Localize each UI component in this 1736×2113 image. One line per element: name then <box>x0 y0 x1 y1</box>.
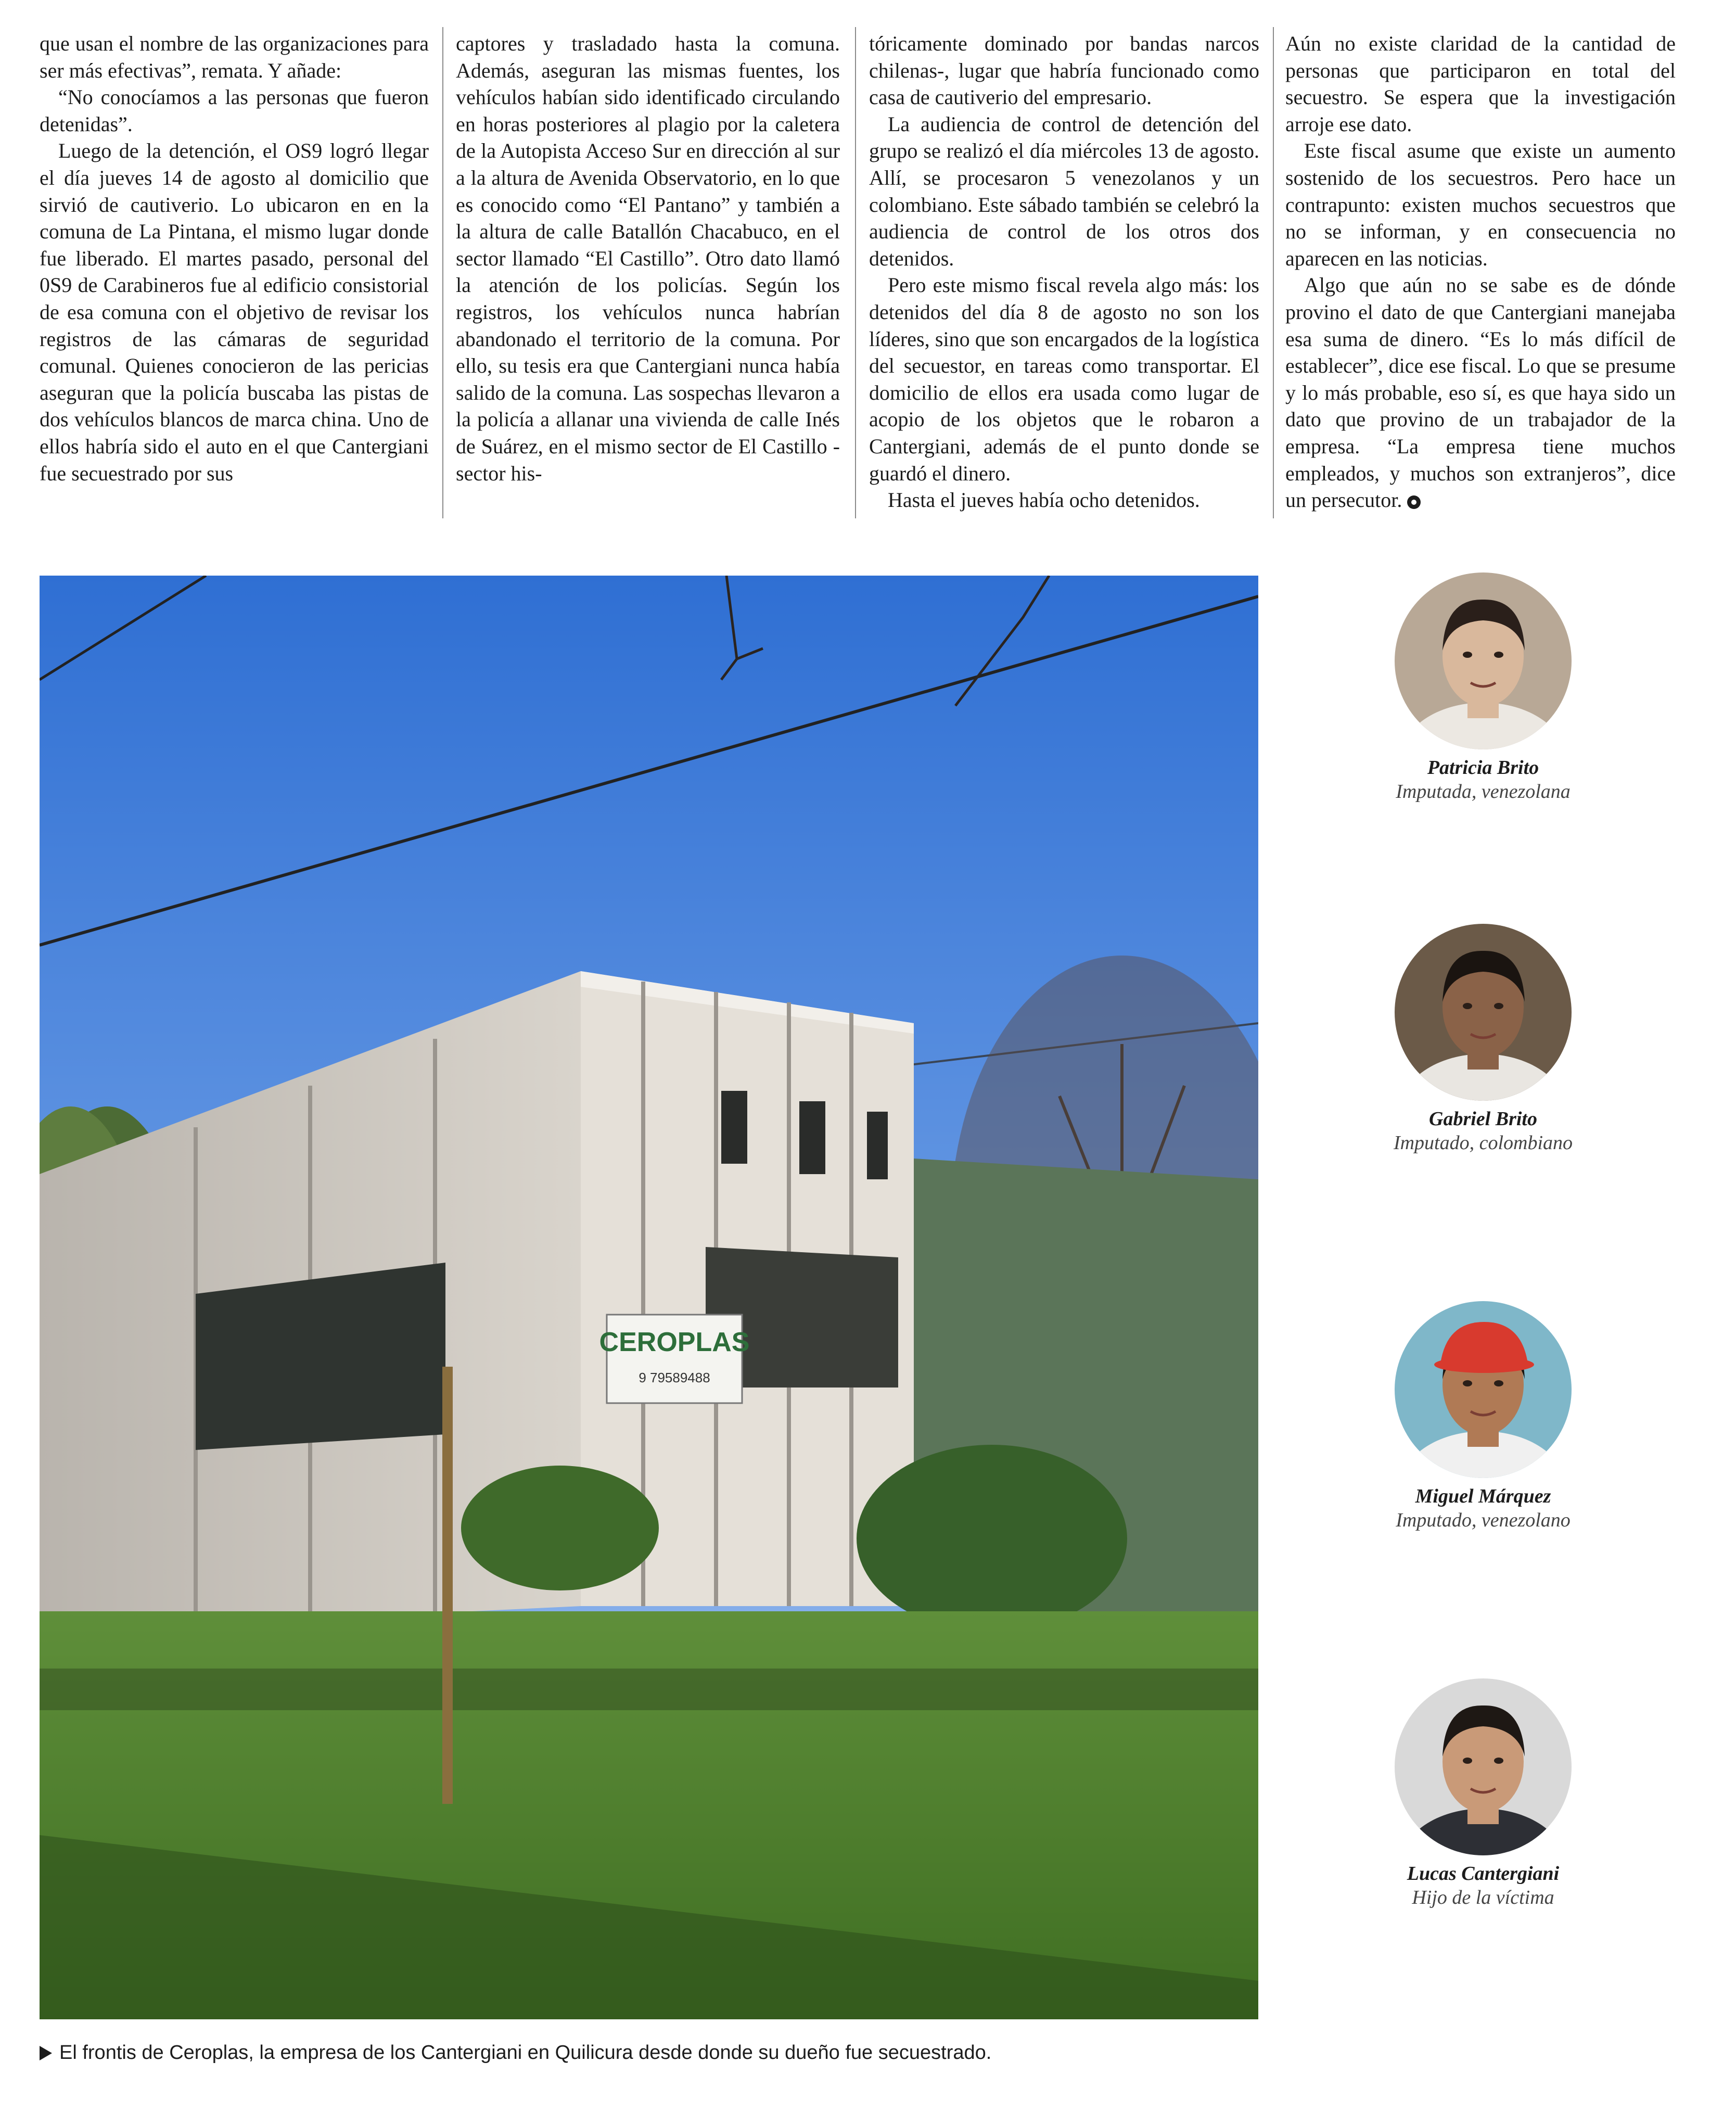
article-paragraph <box>1285 137 1676 272</box>
ceroplas-sign-phone: 9 79589488 <box>639 1370 710 1385</box>
article-paragraph <box>869 111 1259 272</box>
person-role: Imputada, venezolana <box>1396 781 1571 803</box>
article-paragraph <box>1285 30 1676 137</box>
column-divider <box>1273 27 1274 518</box>
article-paragraph <box>869 272 1259 487</box>
avatar <box>1395 1678 1572 1855</box>
article-paragraph <box>1285 272 1676 513</box>
caption-text: El frontis de Ceroplas, la empresa de los Cantergiani en Quilicura desde donde su dueño fue secuestrado. <box>59 2042 992 2064</box>
portrait-gabriel-brito <box>1353 924 1613 1155</box>
avatar <box>1395 924 1572 1101</box>
ceroplas-sign-text: CEROPLAS <box>599 1327 750 1357</box>
paragraph-text: Hasta el jueves había ocho detenidos. <box>888 488 1200 512</box>
person-role: Hijo de la víctima <box>1412 1887 1554 1908</box>
ceroplas-building-photo <box>40 576 1258 2019</box>
paragraph-text: Algo que aún no se sabe es de dónde provino el dato de que Cantergiani manejaba esa suma de dinero. “Es lo más difícil de establecer”, dice ese fiscal. Lo que se presume y lo más probable, eso sí, es que haya sido un dato que provino de un trabajador de la empresa. “La empresa tiene muchos empleados, y muchos son extranjeros”, dice un persecutor. <box>1285 273 1676 512</box>
article-paragraph <box>456 30 840 487</box>
paragraph-text: Luego de la detención, el OS9 logró llegar el día jueves 14 de agosto al domicilio que sirvió de cautiverio. Lo ubicaron en en la comuna de La Pintana, el mismo lugar donde fue liberado. El martes pasado, personal del 0S9 de Carabineros fue al edificio consistorial de esa comuna con el objetivo de revisar los registros de las cámaras de seguridad comunal. Quienes conocieron de las pericias aseguran que la policía buscaba las pistas de dos vehículos blancos de marca china. Uno de ellos habría sido el auto en el que Cantergiani fue secuestrado por sus <box>40 139 429 485</box>
article-paragraph <box>40 84 429 137</box>
article-column-3 <box>869 30 1259 514</box>
person-name: Miguel Márquez <box>1415 1485 1551 1507</box>
article-column-4 <box>1285 30 1676 514</box>
avatar <box>1395 572 1572 749</box>
portrait-patricia-brito <box>1353 572 1613 804</box>
person-role: Imputado, venezolano <box>1396 1509 1571 1531</box>
avatar <box>1395 1301 1572 1478</box>
portrait-miguel-marquez <box>1353 1301 1613 1532</box>
article-column-2 <box>456 30 840 514</box>
paragraph-text: “No conocíamos a las personas que fueron detenidas”. <box>40 85 429 136</box>
person-name: Gabriel Brito <box>1429 1108 1537 1130</box>
photo-caption <box>40 2040 1288 2065</box>
paragraph-text: que usan el nombre de las organizaciones para ser más efectivas”, remata. Y añade: <box>40 32 429 82</box>
article-paragraph <box>40 30 429 84</box>
paragraph-text: La audiencia de control de detención del grupo se realizó el día miércoles 13 de agosto. Allí, se procesaron 5 venezolanos y un colombiano. Este sábado también se celebró la audiencia de control de los otros dos detenidos. <box>869 112 1259 270</box>
person-role: Imputado, colombiano <box>1393 1132 1573 1154</box>
paragraph-text: Pero este mismo fiscal revela algo más: los detenidos del día 8 de agosto no son los líderes, sino que son encargados de la logística del secuestor, en tareas como transportar. El domicilio de ellos era usada como lugar de acopio de los objetos que le robaron a Cantergiani, además de el punto donde se guardó el dinero. <box>869 273 1259 485</box>
article-paragraph <box>869 487 1259 514</box>
person-name: Lucas Cantergiani <box>1407 1863 1560 1885</box>
article-end-mark-icon <box>1407 495 1421 509</box>
column-divider <box>855 27 856 518</box>
column-divider <box>442 27 443 518</box>
article-paragraph <box>869 30 1259 111</box>
paragraph-text: tóricamente dominado por bandas narcos chilenas-, lugar que habría funcionado como casa de cautiverio del empresario. <box>869 32 1259 109</box>
portrait-lucas-cantergiani <box>1353 1678 1613 1910</box>
caption-arrow-icon <box>40 2046 52 2060</box>
paragraph-text: Aún no existe claridad de la cantidad de personas que participaron en total del secuestro. Se espera que la investigación arroje ese dato. <box>1285 32 1676 136</box>
paragraph-text: captores y trasladado hasta la comuna. Además, aseguran las mismas fuentes, los vehículos habían sido identificado circulando en horas posteriores al plagio por la caletera de la Autopista Acceso Sur en dirección al sur a la altura de Avenida Observatorio, en lo que es conocido como “El Pantano” y también a la altura de calle Batallón Chacabuco, en el sector llamado “El Castillo”. Otro dato llamó la atención de los policías. Según los registros, los vehículos nunca habrían abandonado el territorio de la comuna. Por ello, su tesis era que Cantergiani nunca había salido de la comuna. Las sospechas llevaron a la policía a allanar una vivienda de calle Inés de Suárez, en el mismo sector de El Castillo -sector his- <box>456 32 840 485</box>
article-paragraph <box>40 137 429 487</box>
person-name: Patricia Brito <box>1427 757 1539 779</box>
paragraph-text: Este fiscal asume que existe un aumento sostenido de los secuestros. Pero hace un contrapunto: existen muchos secuestros que no se informan, y en consecuencia no aparecen en las noticias. <box>1285 139 1676 270</box>
article-column-1 <box>40 30 429 514</box>
